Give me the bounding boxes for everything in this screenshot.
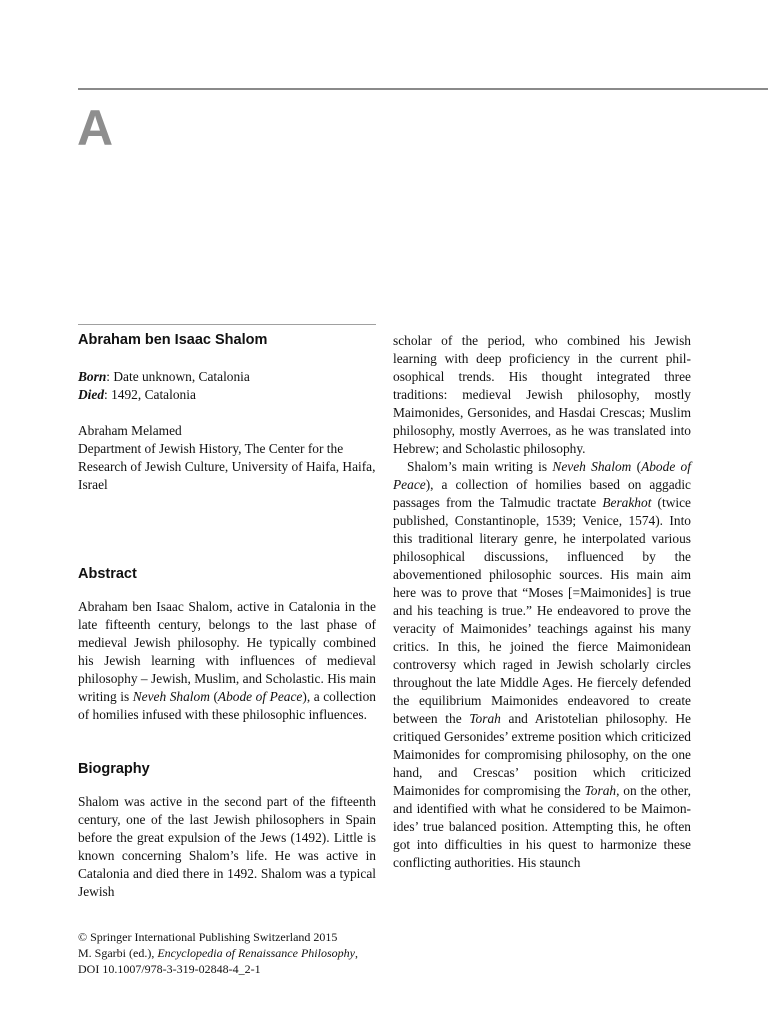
born-label: Born	[78, 369, 107, 384]
abstract-heading: Abstract	[78, 566, 137, 582]
right-column	[393, 332, 691, 872]
biography-paragraph-1-end: scholar of the period, who combined his Jewish learning with deep proficiency in the current philosophical trends. His thought integrated three traditions: medieval Jewish philosophy, mostly Maimonides, Gersonides, and Hasdai Crescas; Muslim philosophy, mostly Averroes, as he was translated into Hebrew; and Scholastic philosophy.	[393, 333, 691, 456]
biography-heading: Biography	[78, 761, 150, 777]
entry-title: Abraham ben Isaac Shalom	[78, 332, 268, 348]
biography-paragraph-2: Shalom’s main writing is Neveh Shalom (Abode of Peace), a collection of homilies based on aggadic passages from the Talmudic tractate Berakhot (twice published, Constantinople, 1539; Venice, 1574). Into this traditional literary genre, he interpolated various philosophical discussions, influenced by the abovementioned philosophic sources. His main aim here was to prove that “Moses [=Maimonides] is true and his teaching is true.” He endeavored to prove the veracity of Maimonides’ teachings against his many critics. In this, he joined the fierce Maimonidean controversy which raged in Jewish scholarly circles throughout the late Middle Ages. He fiercely defended the equilibrium Maimonides endeavored to create between the Torah and Aristotelian philosophy. He critiqued Gersonides’ extreme position which criticized Maimonides for compromising philosophy, on the one hand, and Crescas’ position which criticized Maimonides for compromising the Torah, on the other, and identified with what he considered to be Maimonides’ true balanced position. Attempting this, he often got into difficulties in his quest to harmonize these conflicting authorities. His staunch	[393, 459, 691, 870]
left-column	[78, 330, 376, 901]
died-line	[78, 386, 376, 404]
header-rule	[78, 88, 768, 90]
born-value: : Date unknown, Catalonia	[106, 369, 250, 384]
biography-paragraph-1-start: Shalom was active in the second part of the fifteenth century, one of the last Jewish philosophers in Spain before the great expulsion of the Jews (1492). Little is known concerning Shalom’s life. He was active in Catalonia and died there in 1492. Shalom was a typical Jewish	[78, 794, 376, 899]
born-line	[78, 368, 376, 386]
author-name: Abraham Melamed	[78, 423, 182, 438]
book-title: Encyclopedia of Renaissance Philosophy	[157, 946, 355, 960]
author-affiliation: Department of Jewish History, The Center for the Research of Jewish Culture, University of Haifa, Haifa, Israel	[78, 441, 376, 492]
entry-top-rule	[78, 324, 376, 325]
doi-line: DOI 10.1007/978-3-319-02848-4_2-1	[78, 962, 261, 976]
editor-line: M. Sgarbi (ed.), Encyclopedia of Renaissance Philosophy,	[78, 946, 358, 960]
died-value: : 1492, Catalonia	[104, 387, 196, 402]
copyright-line: © Springer International Publishing Switzerland 2015	[78, 930, 338, 944]
died-label: Died	[78, 387, 105, 402]
abstract-text: Abraham ben Isaac Shalom, active in Catalonia in the late fifteenth century, belongs to the last phase of medieval Jewish philosophy. He typically combined his Jewish learning with influences of medieval philosophy – Jewish, Muslim, and Scholastic. His main writing is Neveh Shalom (Abode of Peace), a collection of homilies infused with these philosophic influences.	[78, 599, 377, 722]
section-letter: A	[77, 100, 114, 156]
citation-footer	[78, 929, 398, 977]
